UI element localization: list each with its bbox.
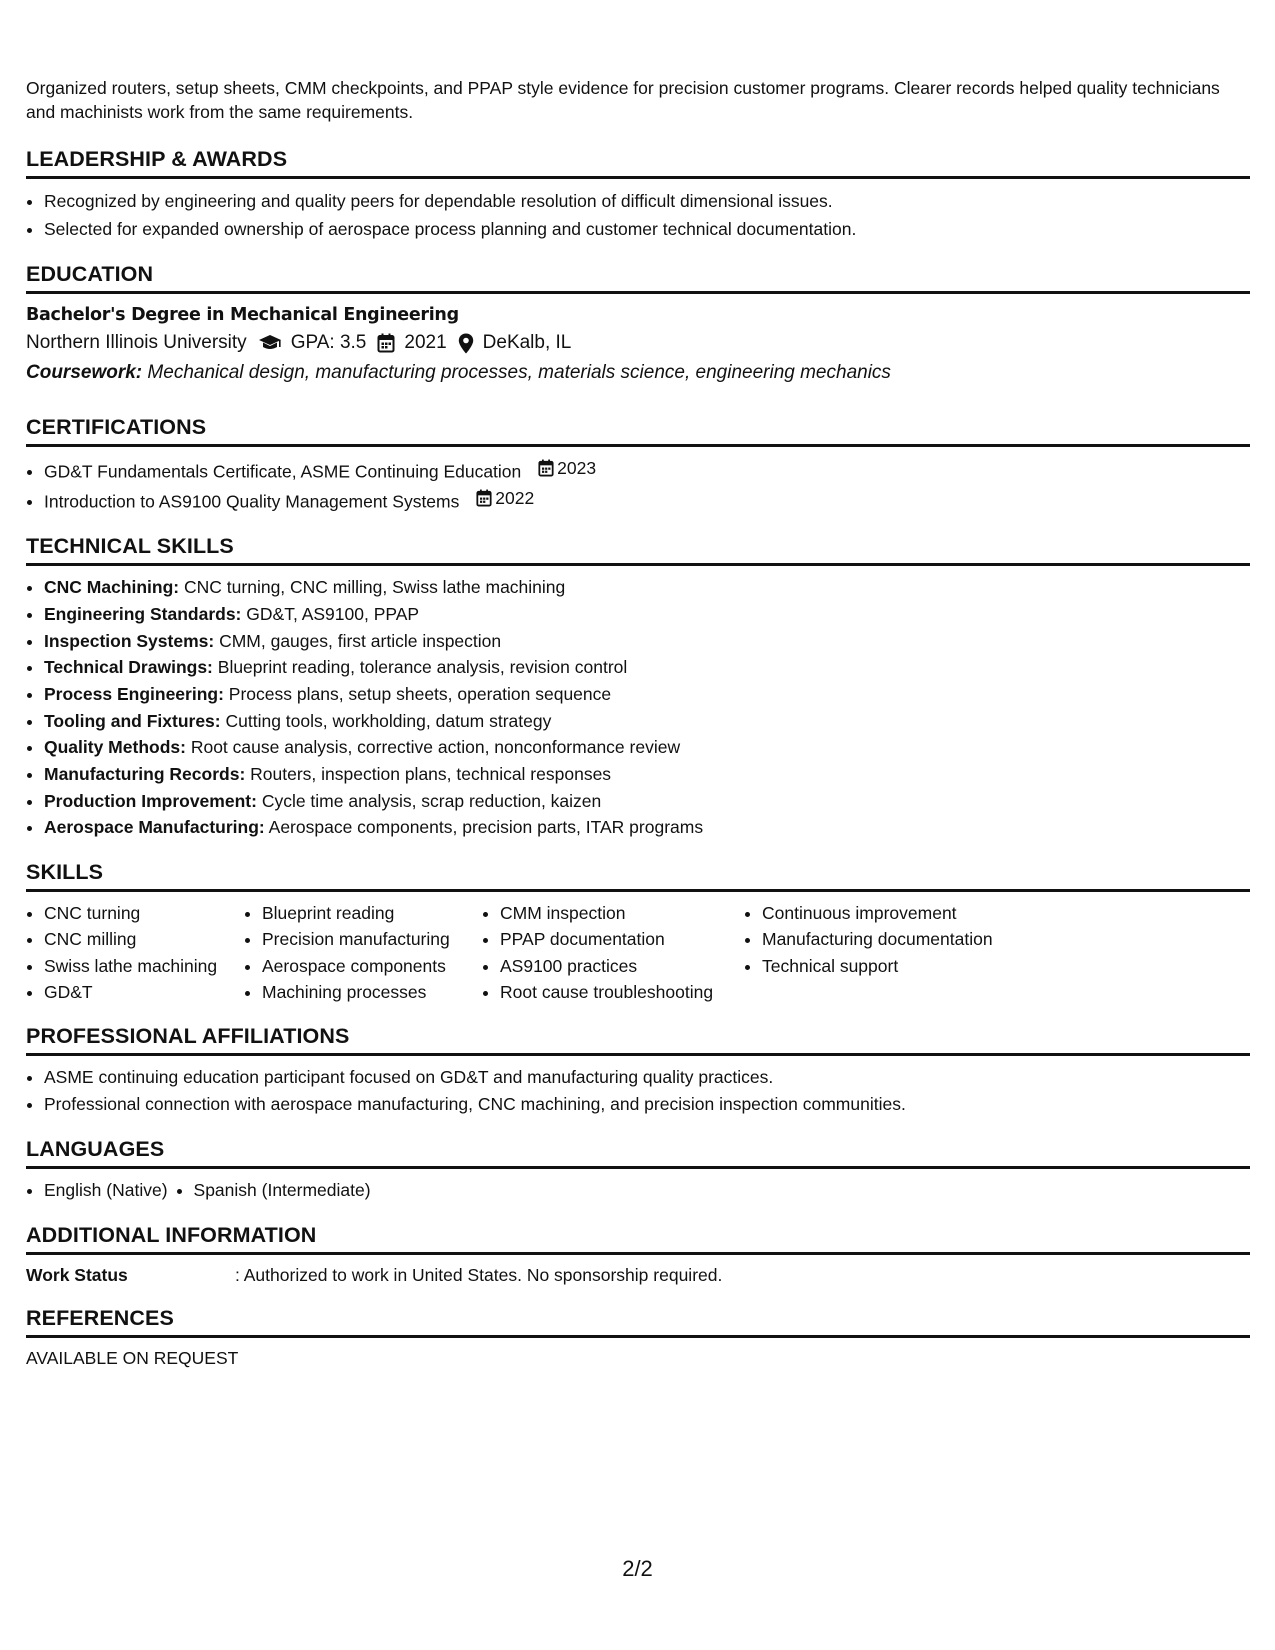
skill-category: Quality Methods: bbox=[44, 737, 186, 758]
list-item: • Recognized by engineering and quality peers for dependable resolution of difficult dimensional issues. bbox=[44, 187, 1250, 215]
degree-title: Bachelor's Degree in Mechanical Engineering bbox=[26, 305, 459, 325]
section-title: REFERENCES bbox=[26, 1305, 1250, 1338]
skills-column bbox=[482, 900, 744, 1005]
list-item: • AS9100 practices bbox=[500, 953, 744, 979]
skills-column bbox=[26, 900, 244, 1005]
list-item: • Root cause troubleshooting bbox=[500, 979, 744, 1005]
languages-list bbox=[26, 1177, 1250, 1204]
calendar-icon bbox=[476, 489, 492, 507]
list-item bbox=[44, 681, 1250, 708]
certifications-section bbox=[26, 414, 1250, 515]
work-status-label: Work Status bbox=[26, 1265, 128, 1286]
skill-values: Cutting tools, workholding, datum strategy bbox=[225, 710, 552, 731]
list-item: • Spanish (Intermediate) bbox=[194, 1177, 371, 1204]
skills-column bbox=[744, 900, 1042, 1005]
leadership-section bbox=[26, 146, 1250, 243]
resume-page bbox=[26, 76, 1250, 1388]
skill-category: Inspection Systems: bbox=[44, 630, 215, 651]
location-pin-icon bbox=[458, 333, 474, 354]
additional-info-section bbox=[26, 1222, 1250, 1287]
skill-values: Routers, inspection plans, technical responses bbox=[250, 764, 612, 785]
list-item: • Manufacturing documentation bbox=[762, 926, 1042, 952]
gpa: GPA: 3.5 bbox=[290, 332, 367, 353]
page-number: 2/2 bbox=[622, 1556, 653, 1581]
affiliations-section bbox=[26, 1023, 1250, 1118]
list-item: • ASME continuing education participant focused on GD&T and manufacturing quality practices. bbox=[44, 1064, 1250, 1091]
references-text: AVAILABLE ON REQUEST bbox=[26, 1348, 239, 1369]
technical-skills-list bbox=[26, 574, 1250, 841]
graduation-cap-icon bbox=[258, 334, 282, 352]
skills-columns bbox=[26, 900, 1250, 1005]
list-item: • Continuous improvement bbox=[762, 900, 1042, 926]
list-item bbox=[44, 601, 1250, 628]
certification-name: Introduction to AS9100 Quality Management Systems bbox=[44, 491, 460, 512]
skills-section bbox=[26, 859, 1250, 1005]
skill-category: Tooling and Fixtures: bbox=[44, 710, 221, 731]
skill-values: Process plans, setup sheets, operation sequence bbox=[228, 683, 612, 704]
list-item: • GD&T bbox=[44, 979, 244, 1005]
section-title: EDUCATION bbox=[26, 261, 1250, 294]
list-item bbox=[44, 761, 1250, 788]
skill-values: Aerospace components, precision parts, ITAR programs bbox=[268, 817, 704, 838]
certification-name: GD&T Fundamentals Certificate, ASME Continuing Education bbox=[44, 461, 522, 482]
technical-skills-section bbox=[26, 533, 1250, 841]
certifications-list bbox=[26, 455, 1250, 515]
calendar-icon bbox=[377, 333, 395, 353]
list-item bbox=[44, 574, 1250, 601]
references-section bbox=[26, 1305, 1250, 1370]
skills-column bbox=[244, 900, 482, 1005]
list-item: • PPAP documentation bbox=[500, 926, 744, 952]
list-item bbox=[44, 485, 1250, 515]
education-section bbox=[26, 261, 1250, 388]
list-item: • CMM inspection bbox=[500, 900, 744, 926]
work-status-row bbox=[26, 1263, 1250, 1287]
coursework-label: Coursework: bbox=[26, 362, 143, 383]
graduation-year: 2021 bbox=[404, 332, 447, 353]
skill-category: Aerospace Manufacturing: bbox=[44, 817, 265, 838]
calendar-icon bbox=[538, 459, 554, 477]
list-item: • Selected for expanded ownership of aerospace process planning and customer technical documentation. bbox=[44, 215, 1250, 243]
list-item bbox=[44, 455, 1250, 485]
list-item bbox=[44, 708, 1250, 735]
list-item: • English (Native) bbox=[44, 1177, 168, 1204]
section-title: ADDITIONAL INFORMATION bbox=[26, 1222, 1250, 1255]
list-item: • Aerospace components bbox=[262, 953, 482, 979]
education-meta bbox=[26, 328, 1250, 358]
section-title: PROFESSIONAL AFFILIATIONS bbox=[26, 1023, 1250, 1056]
list-item bbox=[44, 734, 1250, 761]
certification-year: 2022 bbox=[495, 488, 535, 509]
skill-values: Cycle time analysis, scrap reduction, kaizen bbox=[261, 790, 602, 811]
skill-values: CMM, gauges, first article inspection bbox=[219, 630, 502, 651]
list-item bbox=[44, 788, 1250, 815]
list-item bbox=[44, 628, 1250, 655]
skill-category: Engineering Standards: bbox=[44, 603, 242, 624]
school-location: DeKalb, IL bbox=[482, 332, 572, 353]
skill-category: Process Engineering: bbox=[44, 683, 224, 704]
skill-values: GD&T, AS9100, PPAP bbox=[246, 603, 420, 624]
section-title: CERTIFICATIONS bbox=[26, 414, 1250, 447]
section-title: LANGUAGES bbox=[26, 1136, 1250, 1169]
skill-values: Root cause analysis, corrective action, nonconformance review bbox=[190, 737, 681, 758]
languages-section bbox=[26, 1136, 1250, 1204]
list-item: • CNC turning bbox=[44, 900, 244, 926]
list-item: • Professional connection with aerospace manufacturing, CNC machining, and precision inspection communities. bbox=[44, 1091, 1250, 1118]
skill-values: Blueprint reading, tolerance analysis, revision control bbox=[217, 657, 628, 678]
awards-list bbox=[26, 187, 1250, 243]
certification-date bbox=[538, 455, 596, 482]
experience-description: Organized routers, setup sheets, CMM checkpoints, and PPAP style evidence for precision customer programs. Clearer records helped quality technicians and machinists work from the same requirements. bbox=[26, 78, 1220, 122]
school-name: Northern Illinois University bbox=[26, 332, 247, 353]
list-item: • CNC milling bbox=[44, 926, 244, 952]
skill-category: Manufacturing Records: bbox=[44, 764, 246, 785]
section-title: TECHNICAL SKILLS bbox=[26, 533, 1250, 566]
skill-category: CNC Machining: bbox=[44, 577, 180, 598]
skill-values: CNC turning, CNC milling, Swiss lathe machining bbox=[184, 577, 566, 598]
work-status-value: : Authorized to work in United States. No sponsorship required. bbox=[235, 1265, 723, 1286]
list-item: • Technical support bbox=[762, 953, 1042, 979]
list-item: • Precision manufacturing bbox=[262, 926, 482, 952]
list-item bbox=[44, 654, 1250, 681]
list-item: • Swiss lathe machining bbox=[44, 953, 244, 979]
certification-year: 2023 bbox=[557, 458, 597, 478]
list-item bbox=[44, 814, 1250, 841]
affiliations-list bbox=[26, 1064, 1250, 1118]
list-item: • Machining processes bbox=[262, 979, 482, 1005]
list-item: • Blueprint reading bbox=[262, 900, 482, 926]
section-title: LEADERSHIP & AWARDS bbox=[26, 146, 1250, 179]
section-title: SKILLS bbox=[26, 859, 1250, 892]
skill-category: Production Improvement: bbox=[44, 790, 257, 811]
coursework bbox=[26, 358, 1250, 388]
coursework-text: Mechanical design, manufacturing processes, materials science, engineering mechanics bbox=[147, 362, 891, 383]
skill-category: Technical Drawings: bbox=[44, 657, 213, 678]
certification-date bbox=[476, 485, 534, 512]
